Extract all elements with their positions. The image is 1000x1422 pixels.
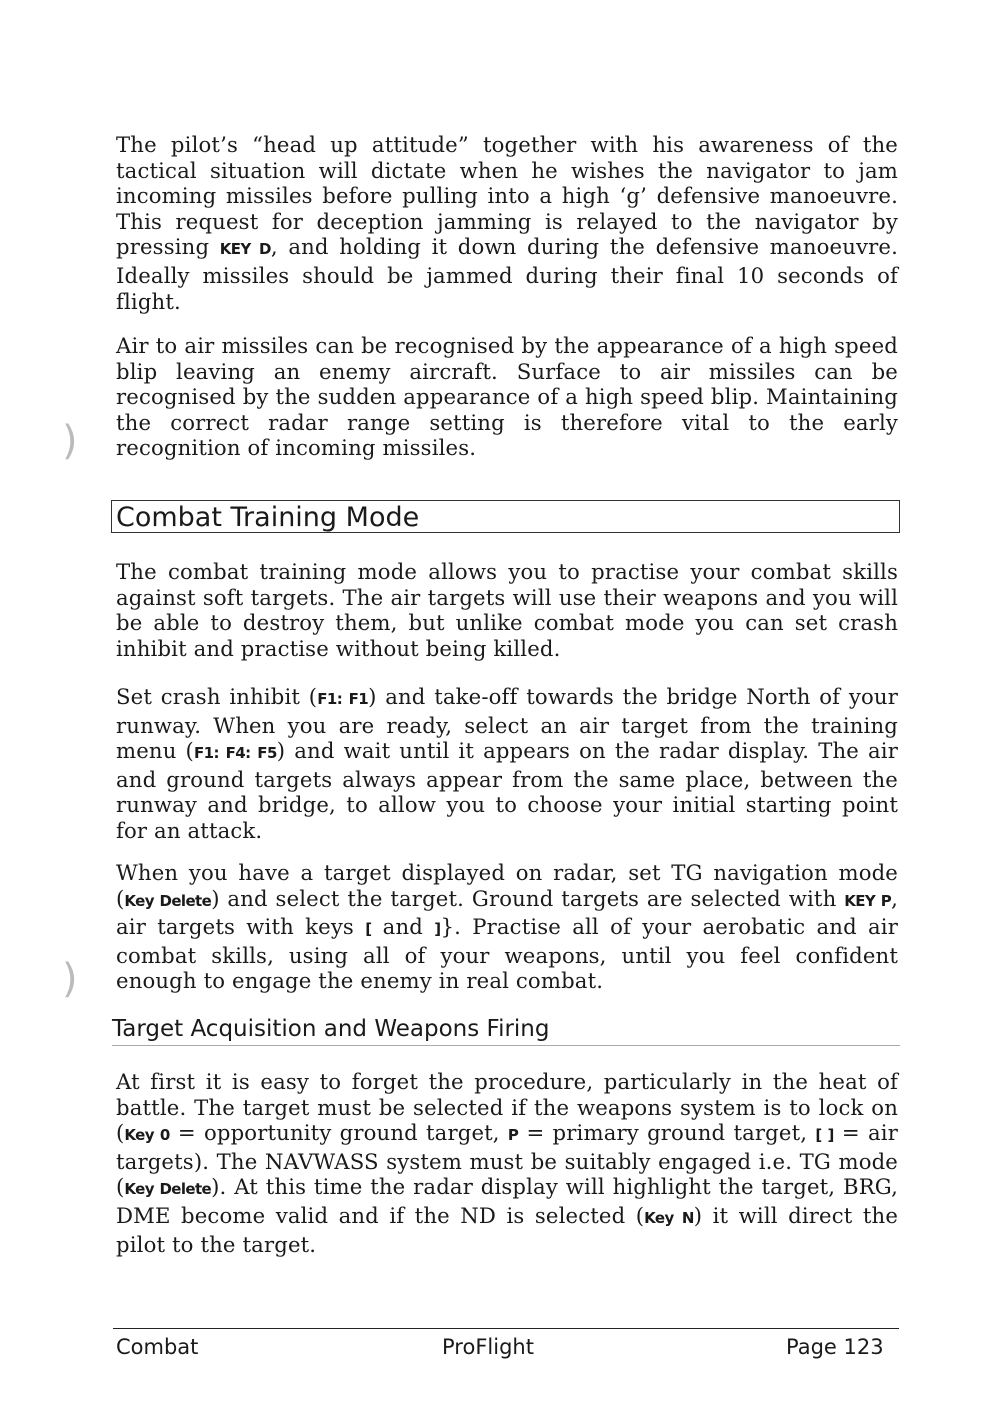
- key-label: KEY D: [219, 240, 271, 259]
- binding-mark: ): [62, 418, 78, 464]
- binding-mark: ): [62, 956, 78, 1002]
- key-label: F1: F4: F5: [193, 744, 277, 763]
- footer-page-number: Page 123: [786, 1335, 884, 1359]
- key-label: ]: [434, 920, 441, 939]
- paragraph-jamming: The pilot’s “head up attitude” together with his awareness of the tactical situation will dictate when he wishes the navigator to jam incoming missiles before pulling into a high ‘g’ defensive manoeuvre. This request for deception jamming is relayed to the navigator by pressing KEY D, and holding it down during the defensive manoeuvre. Ideally missiles should be jammed during their final 10 seconds of flight.: [116, 132, 898, 314]
- key-label: KEY P: [844, 891, 892, 910]
- paragraph-target-select: When you have a target displayed on radar, set TG navigation mode (Key Delete) and select the target. Ground targets are selected with KEY P, air targets with keys [ and ]}. Practise all of your aerobatic and air combat skills, using all of your weapons, until you feel confident enough to engage the enemy in real combat.: [116, 860, 898, 994]
- key-label: Key N: [644, 1208, 694, 1227]
- key-label: Key Delete: [124, 891, 212, 910]
- subsection-heading: Target Acquisition and Weapons Firing: [112, 1014, 900, 1046]
- paragraph-weapons-procedure: At first it is easy to forget the procedure, particularly in the heat of battle. The target must be selected if the weapons system is to lock on (Key 0 = opportunity ground target, P = primary ground target, [ ] = air targets). The NAVWASS system must be suitably engaged i.e. TG mode (Key Delete). At this time the radar display will highlight the target, BRG, DME become valid and if the ND is selected (Key N) it will direct the pilot to the target.: [116, 1069, 899, 1257]
- key-label: [ ]: [815, 1126, 834, 1145]
- footer-title: ProFlight: [442, 1335, 534, 1359]
- paragraph-missile-recognition: Air to air missiles can be recognised by the appearance of a high speed blip leaving an enemy aircraft. Surface to air missiles can be recognised by the sudden appearance of a high speed blip. Maintaining the correct radar range setting is therefore vital to the early recognition of incoming missiles.: [116, 333, 898, 461]
- footer-chapter: Combat: [116, 1335, 199, 1359]
- key-label: Key 0: [124, 1126, 170, 1145]
- section-heading: Combat Training Mode: [111, 500, 900, 533]
- key-label: P: [507, 1126, 519, 1145]
- footer-rule: [113, 1328, 899, 1329]
- paragraph-crash-inhibit: Set crash inhibit (F1: F1) and take-off towards the bridge North of your runway. When you are ready, select an air target from the training menu (F1: F4: F5) and wait until it appears on the radar display. The air and ground targets always appear from the same place, between the runway and bridge, to allow you to choose your initial starting point for an attack.: [116, 684, 898, 843]
- paragraph-training-intro: The combat training mode allows you to practise your combat skills against soft targets. The air targets will use their weapons and you will be able to destroy them, but unlike combat mode you can set crash inhibit and practise without being killed.: [116, 559, 898, 661]
- key-label: Key Delete: [124, 1180, 212, 1199]
- key-label: [: [365, 920, 372, 939]
- key-label: F1: F1: [317, 690, 369, 708]
